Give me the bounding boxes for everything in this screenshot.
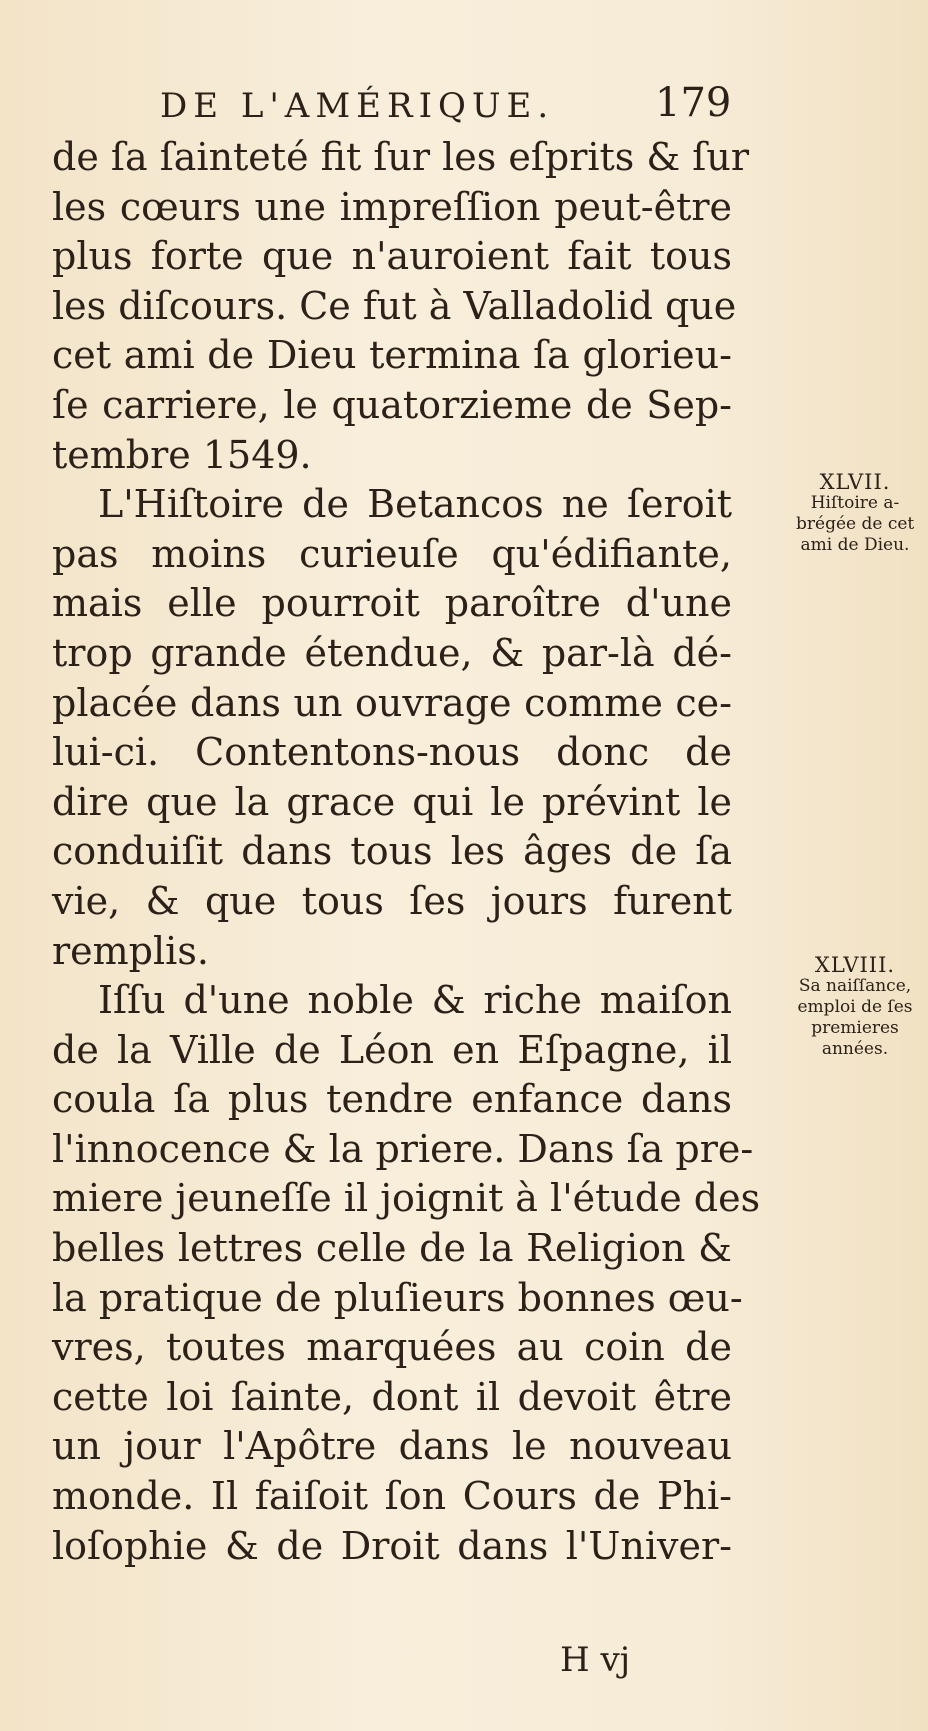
text-line: loſophie & de Droit dans l'Univer-: [52, 1523, 732, 1568]
text-line: trop grande étendue, & par-là dé-: [52, 630, 732, 675]
page-number: 179: [655, 80, 732, 126]
text-line: dire que la grace qui le prévint le: [52, 779, 732, 824]
body-text: [52, 133, 761, 1571]
text-line: plus forte que n'auroient fait tous: [52, 234, 732, 279]
margin-note-number: XLVII.: [819, 470, 891, 494]
text-line: belles lettres celle de la Religion &: [52, 1226, 732, 1271]
text-line: cet ami de Dieu termina ſa glorieu-: [52, 333, 732, 378]
running-header: DE L'AMÉRIQUE.: [160, 86, 555, 126]
text-line: conduiſit dans tous les âges de ſa: [52, 829, 732, 874]
text-line: coula ſa plus tendre enfance dans: [52, 1077, 732, 1122]
text-line: les diſcours. Ce fut à Valladolid que: [52, 283, 737, 328]
margin-note-line: premieres: [811, 1018, 899, 1038]
margin-note-line: Hiſtoire a-: [810, 493, 900, 513]
text-line: placée dans un ouvrage comme ce-: [52, 680, 732, 725]
text-line: un jour l'Apôtre dans le nouveau: [52, 1424, 732, 1469]
paragraph-start-line: L'Hiſtoire de Betancos ne ſeroit: [98, 482, 732, 527]
margin-note-number: XLVIII.: [814, 953, 896, 977]
text-line: ſe carriere, le quatorzieme de Sep-: [52, 382, 732, 427]
text-line: cette loi ſainte, dont il devoit être: [52, 1374, 732, 1419]
text-line: miere jeuneſſe il joignit à l'étude des: [52, 1176, 761, 1221]
text-line: l'innocence & la priere. Dans ſa pre-: [52, 1126, 754, 1171]
margin-note-xlvii: [796, 472, 914, 556]
margin-note-line: Sa naiſſance,: [798, 976, 912, 996]
margin-note-line: ami de Dieu.: [800, 535, 910, 555]
margin-note-line: brégée de cet: [796, 514, 915, 534]
text-line: pas moins curieuſe qu'édifiante,: [52, 531, 732, 576]
margin-note-line: emploi de ſes: [797, 997, 913, 1017]
text-line: vres, toutes marquées au coin de: [52, 1325, 732, 1370]
text-line: lui-ci. Contentons-nous donc de: [52, 730, 732, 775]
text-line: vie, & que tous ſes jours furent: [52, 878, 732, 923]
margin-note-xlviii: [796, 955, 914, 1060]
paragraph-start-line: Iſſu d'une noble & riche maiſon: [98, 978, 732, 1023]
text-line: mais elle pourroit paroître d'une: [52, 581, 732, 626]
text-line: remplis.: [52, 928, 209, 973]
text-line: tembre 1549.: [52, 432, 312, 477]
margin-note-line: années.: [821, 1039, 889, 1059]
text-line: la pratique de pluſieurs bonnes œu-: [52, 1275, 743, 1320]
text-line: les cœurs une impreſſion peut-être: [52, 184, 732, 229]
text-line: de ſa ſainteté fit ſur les eſprits & ſur: [52, 135, 749, 179]
text-line: de la Ville de Léon en Eſpagne, il: [52, 1027, 732, 1072]
text-line: monde. Il faiſoit ſon Cours de Phi-: [52, 1474, 732, 1519]
signature-mark: H vj: [560, 1640, 631, 1680]
